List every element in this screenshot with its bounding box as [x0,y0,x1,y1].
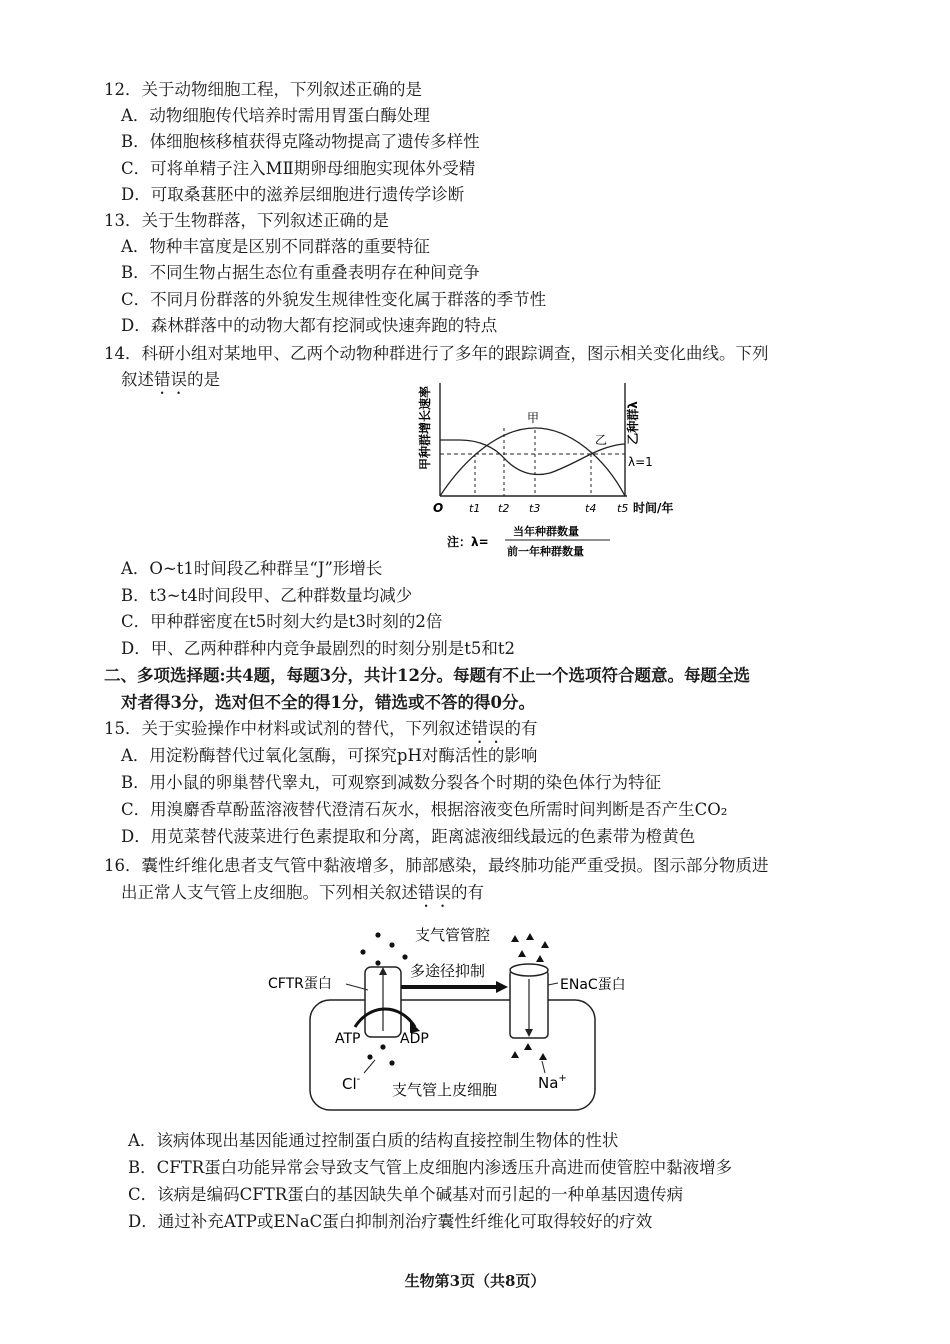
note-prefix: 注：λ= [447,535,489,549]
q16-option-d: D．通过补充ATP或ENaC蛋白抑制剂治疗囊性纤维化可取得较好的疗效 [128,1212,653,1231]
graph-origin: O [433,501,444,515]
graph-y-right-label: 乙种群λ [626,401,640,445]
q12-stem: 12．关于动物细胞工程，下列叙述正确的是 [104,80,422,99]
q14-stem-part-a: 叙述 [121,370,154,389]
q16-stem-line1: 16．囊性纤维化患者支气管中黏液增多，肺部感染，最终肺功能严重受损。图示部分物质进 [104,856,769,875]
q14-option-c: C．甲种群密度在t5时刻大约是t3时刻的2倍 [121,612,443,631]
q12-option-a: A．动物细胞传代培养时需用胃蛋白酶处理 [121,106,430,125]
q16-option-c: C．该病是编码CFTR蛋白的基因缺失单个碱基对而引起的一种单基因遗传病 [128,1185,684,1204]
adp-label: ADP [400,1031,429,1047]
q13-option-a: A．物种丰富度是区别不同群落的重要特征 [121,237,430,256]
cell-label: 支气管上皮细胞 [392,1081,498,1099]
cl-superscript: - [356,1074,361,1085]
q15-option-a: A．用淀粉酶替代过氧化氢酶，可探究pH对酶活性的影响 [121,746,538,765]
na-superscript: + [558,1073,567,1084]
tick-t3: t3 [529,502,541,515]
q16-option-b: B．CFTR蛋白功能异常会导致支气管上皮细胞内渗透压升高进而使管腔中黏液增多 [128,1158,733,1177]
note-numerator: 当年种群数量 [513,525,579,538]
na-text: Na [538,1074,559,1092]
tick-t1: t1 [469,502,481,515]
q12-option-b: B．体细胞核移植获得克隆动物提高了遗传多样性 [121,132,480,151]
q13-option-d: D．森林群落中的动物大都有挖洞或快速奔跑的特点 [121,316,498,335]
population-graph [405,378,695,563]
q15-stem-emphasis: 错误 [471,719,505,738]
q14-stem-part-c: 的是 [187,370,220,389]
curve-b-label: 乙 [595,433,608,447]
tick-t5: t5 [617,502,629,515]
tick-t2: t2 [498,502,510,515]
curve-a-label: 甲 [527,411,540,425]
q16-stem-emphasis: 错误 [418,883,451,902]
cl-text: Cl [342,1075,357,1093]
q14-option-a: A．O~t1时间段乙种群呈“J”形增长 [121,559,383,578]
q15-option-b: B．用小鼠的卵巢替代睾丸，可观察到减数分裂各个时期的染色体行为特征 [121,773,662,792]
page-footer: 生物第3页（共8页） [404,1272,546,1290]
q14-option-b: B．t3~t4时间段甲、乙种群数量均减少 [121,586,413,605]
section2-heading-line1: 二、多项选择题:共4题，每题3分，共计12分。每题有不止一个选项符合题意。每题全选 [104,666,751,685]
section2-heading-line2: 对者得3分，选对但不全的得1分，错选或不答的得0分。 [121,693,535,712]
q12-option-c: C．可将单精子注入MⅡ期卵母细胞实现体外受精 [121,159,476,178]
cftr-label: CFTR蛋白 [268,976,332,992]
graph-x-label: 时间/年 [633,501,674,515]
q16-stem-part-c: 的有 [451,883,484,902]
inhibit-label: 多途径抑制 [410,962,486,980]
q14-stem-emphasis: 错误 [154,370,187,389]
q15-stem-part-c: 的有 [504,719,538,738]
enac-label: ENaC蛋白 [560,977,626,993]
q13-stem: 13．关于生物群落，下列叙述正确的是 [104,211,389,230]
q16-stem-part-a: 出正常人支气管上皮细胞。下列相关叙述 [121,883,418,902]
atp-label: ATP [335,1031,361,1047]
note-denominator: 前一年种群数量 [507,545,584,558]
q14-stem-line2 [121,369,220,398]
q14-option-d: D．甲、乙两种群种内竞争最剧烈的时刻分别是t5和t2 [121,639,515,658]
q15-option-c: C．用溴麝香草酚蓝溶液替代澄清石灰水，根据溶液变色所需时间判断是否产生CO₂ [121,800,728,819]
na-label [538,1073,567,1092]
q15-stem [104,718,538,747]
lambda-line-label: λ=1 [628,455,653,469]
tick-t4: t4 [585,502,597,515]
q14-stem-line1: 14．科研小组对某地甲、乙两个动物种群进行了多年的跟踪调查，图示相关变化曲线。下列 [104,344,769,363]
cell-diagram [260,915,650,1120]
q13-option-c: C．不同月份群落的外貌发生规律性变化属于群落的季节性 [121,290,547,309]
q15-option-d: D．用苋菜替代菠菜进行色素提取和分离，距离滤液细线最远的色素带为橙黄色 [121,827,696,846]
cl-label [342,1074,361,1093]
q16-stem-line2 [121,882,484,911]
q15-stem-part-a: 15．关于实验操作中材料或试剂的替代，下列叙述 [104,719,472,738]
q12-option-d: D．可取桑葚胚中的滋养层细胞进行遗传学诊断 [121,185,465,204]
graph-y-left-label: 甲种群增长速率 [418,385,432,471]
lumen-label: 支气管管腔 [415,926,491,944]
q16-option-a: A．该病体现出基因能通过控制蛋白质的结构直接控制生物体的性状 [128,1131,619,1150]
q13-option-b: B．不同生物占据生态位有重叠表明存在种间竞争 [121,263,480,282]
